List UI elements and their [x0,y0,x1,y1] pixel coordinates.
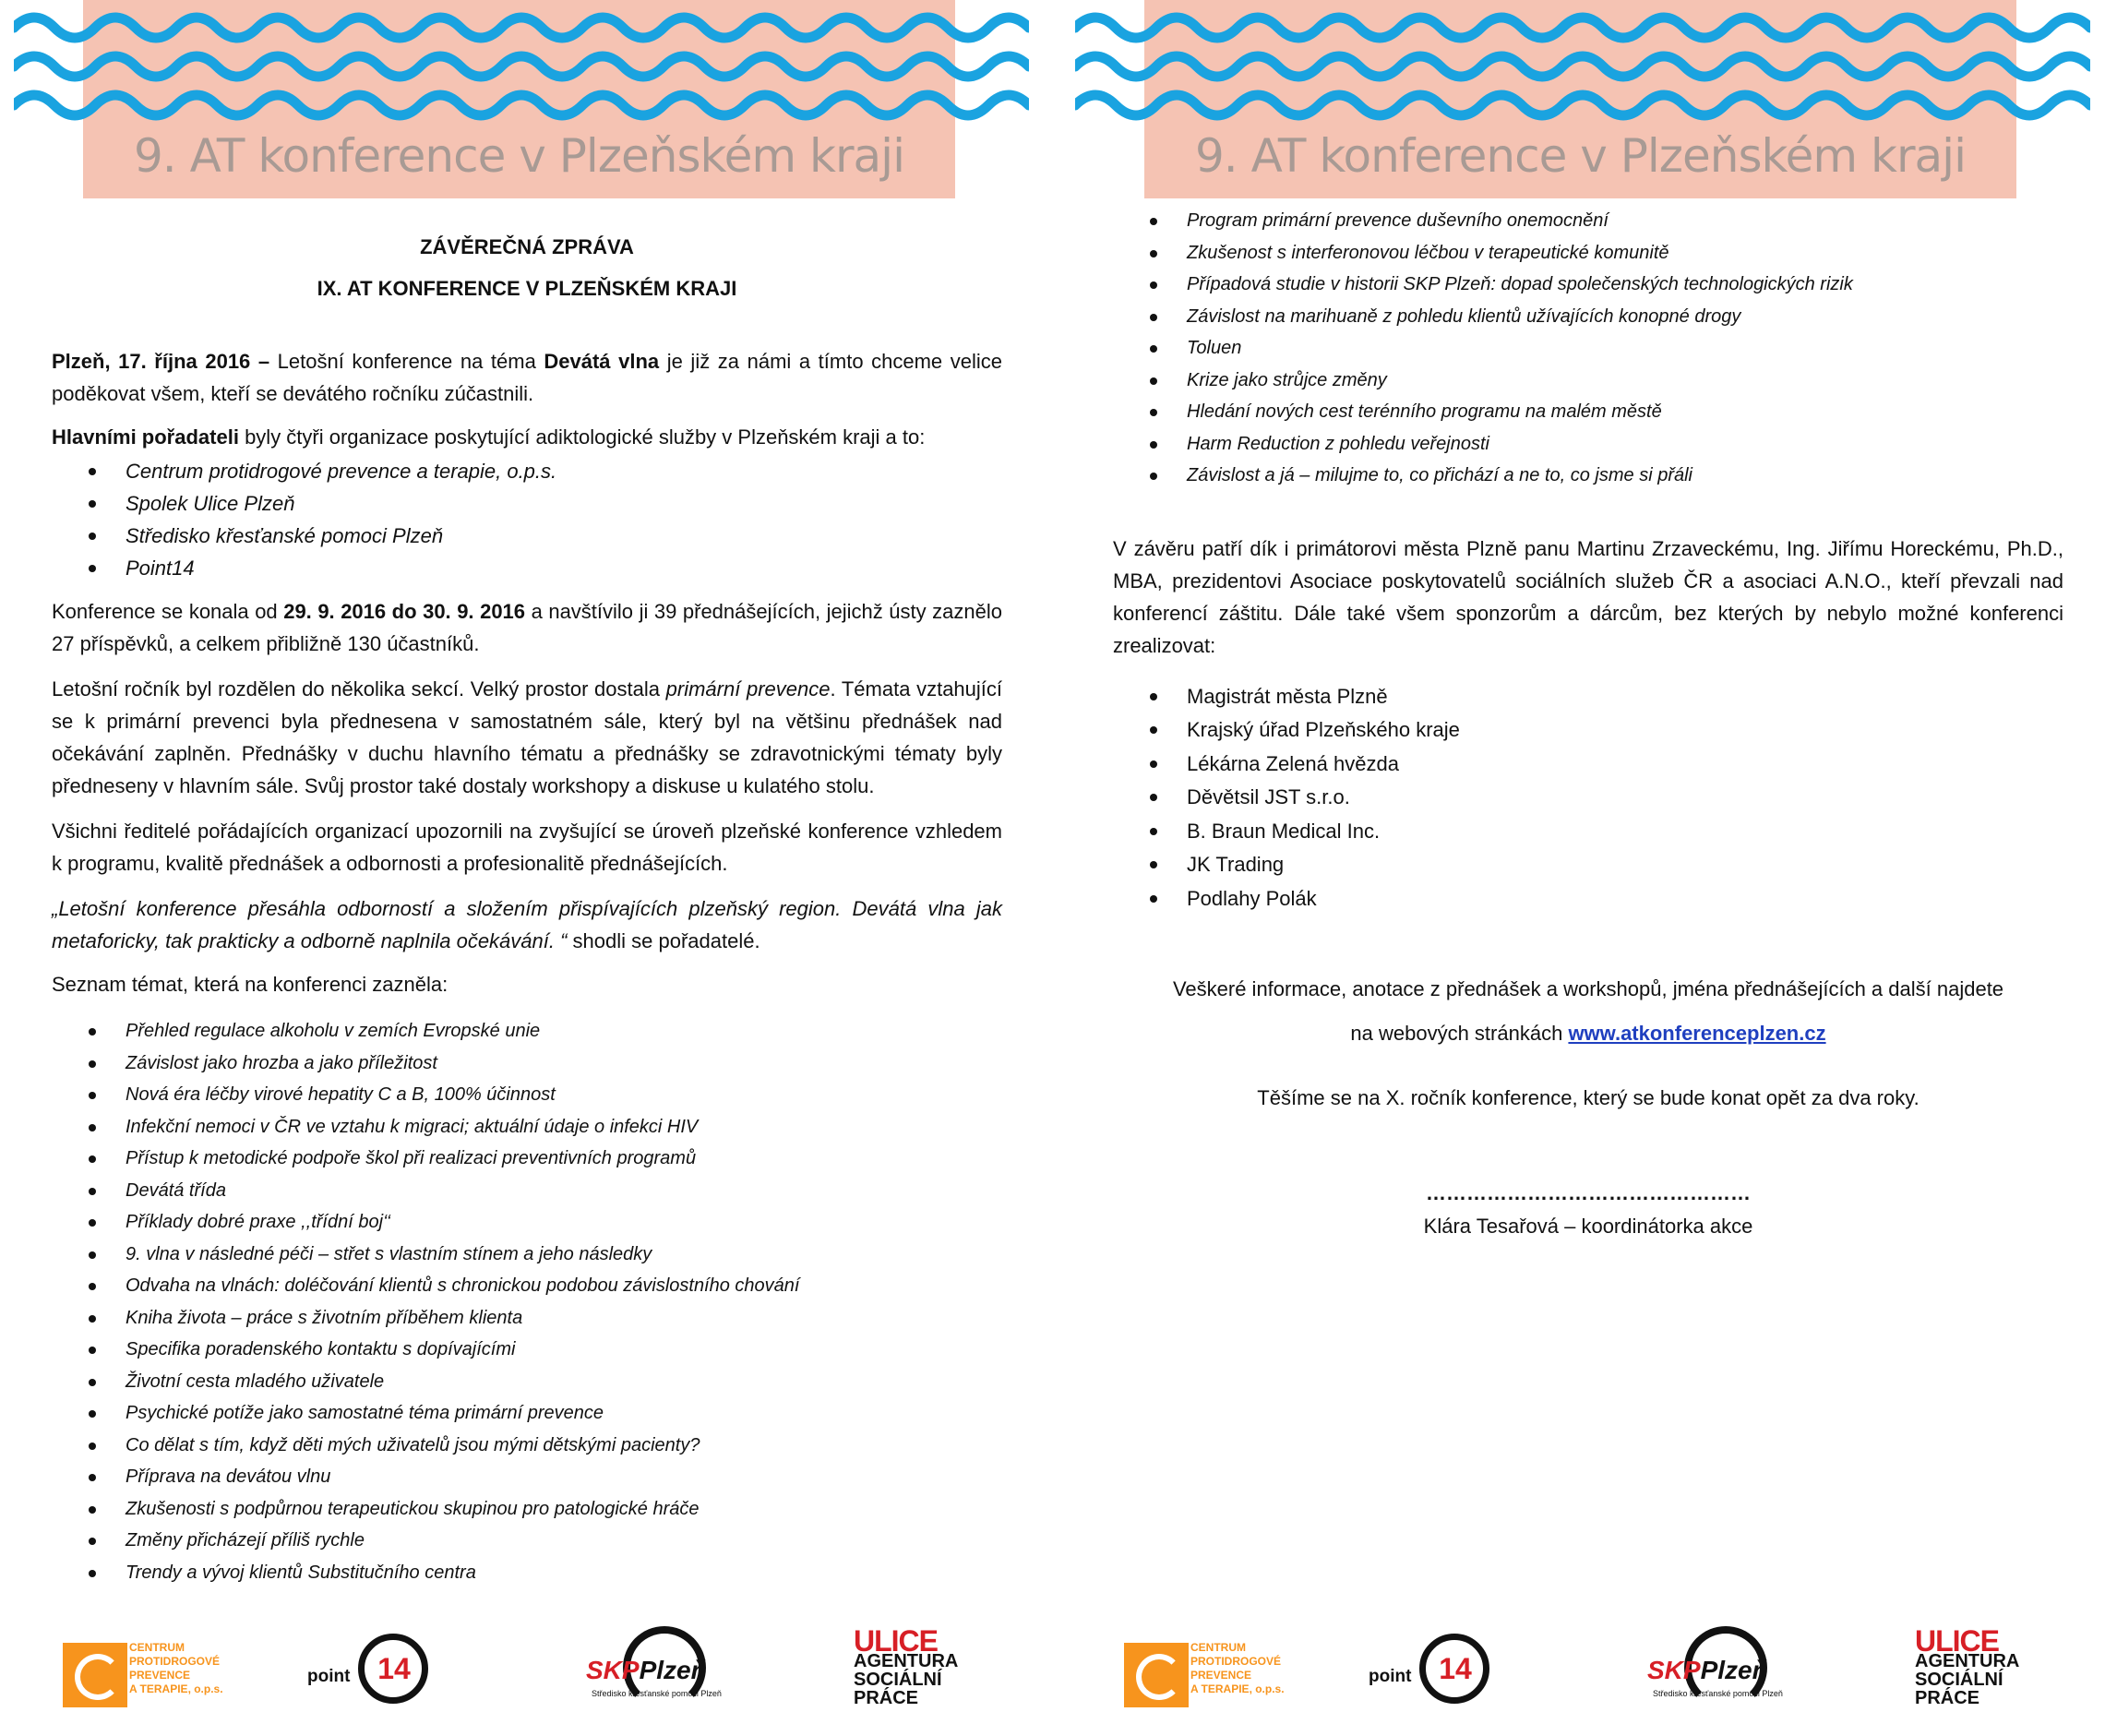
list-item: Infekční nemoci v ČR ve vztahu k migraci; aktuální údaje o infekci HIV [52,1111,1002,1143]
header-title: 9. AT konference v Plzeňském kraji [1195,129,1966,183]
quote-attribution: shodli se pořadatelé. [567,929,760,952]
list-item: Program primární prevence duševního onemocnění [1113,205,2063,237]
sponsors-list [1113,680,2063,916]
list-item: Děvětsil JST s.r.o. [1113,781,2063,815]
list-item: Změny přicházejí příliš rychle [52,1525,1002,1557]
ulice-word: ULICE [854,1624,938,1658]
list-item: Příklady dobré praxe ,,třídní boj‘‘ [52,1206,1002,1239]
quote-text: „Letošní konference přesáhla odborností a složením přispívajících plzeňský region. Devátá vlna jak metaforicky, tak prakticky a odborně naplnila očekávání. “ [52,897,1002,952]
skp-logo [1647,1624,1795,1726]
list-item: Lékárna Zelená hvězda [1113,748,2063,782]
waves-decoration [1075,0,2090,129]
intro-paragraph [52,345,1002,410]
ulice-subtitle: AGENTURA SOCIÁLNÍ PRÁCE [1915,1651,2020,1708]
sections-ital: primární prevence [665,677,831,700]
list-item: Spolek Ulice Plzeň [52,487,1002,520]
waves-decoration [14,0,1029,129]
report-subtitle: IX. AT KONFERENCE V PLZEŇSKÉM KRAJI [317,277,737,300]
info-line-2-text: na webových stránkách [1350,1022,1569,1045]
skp-word: SKPPlzeň [586,1656,707,1684]
report-body-continued [1113,205,2063,1242]
list-item: Trendy a vývoj klientů Substitučního centra [52,1557,1002,1589]
list-item: B. Braun Medical Inc. [1113,815,2063,849]
ulice-logo [1915,1624,2035,1726]
list-item: Kniha života – práce s životním příběhem klienta [52,1302,1002,1335]
held-dates: 29. 9. 2016 do 30. 9. 2016 [283,600,526,623]
intro-date: Plzeň, 17. října 2016 – [52,350,270,373]
point14-number: 14 [1439,1652,1472,1685]
point14-logo [1369,1624,1498,1726]
cppt-text: CENTRUM PROTIDROGOVÉ PREVENCE A TERAPIE, o.p.s. [129,1641,223,1695]
ulice-logo [854,1624,974,1726]
list-item: Krize jako strůjce změny [1113,365,2063,397]
list-item: Point14 [52,552,1002,584]
thanks-paragraph: V závěru patří dík i primátorovi města Plzně panu Martinu Zrzaveckému, Ing. Jiřímu Horeckému, Ph.D., MBA, prezidentovi Asociace poskytovatelů sociálních služeb ČR a asociaci A.N.O., kteří převzali nad konferencí záštitu. Dále také všem sponzorům a dárcům, bez kterých by nebylo možné konferenci zrealizovat: [1113,536,2063,657]
topics-heading: Seznam témat, která na konferenci zazněla: [52,973,449,996]
organizers-list [52,455,1002,584]
list-item: Nová éra léčby virové hepatity C a B, 100% účinnost [52,1079,1002,1111]
info-line-1: Veškeré informace, anotace z přednášek a workshopů, jména přednášejících a další najdete [1172,977,2004,1000]
list-item: Středisko křesťanské pomoci Plzeň [52,520,1002,552]
list-item: Podlahy Polák [1113,882,2063,916]
list-item: Krajský úřad Plzeňského kraje [1113,713,2063,748]
list-item: Závislost na marihuaně z pohledu klientů užívajících konopné drogy [1113,301,2063,333]
skp-logo [586,1624,734,1726]
organizers-bold: Hlavními pořadateli [52,425,239,449]
point14-word: point [307,1667,351,1686]
held-text-2: a navštívilo ji 39 přednášejících, jejichž ústy zaznělo 27 příspěvků, a celkem přibližně 130 účastníků. [52,600,1002,655]
quote-paragraph [52,892,1002,957]
ulice-word: ULICE [1915,1624,1999,1658]
list-item: Životní cesta mladého uživatele [52,1366,1002,1398]
next-year-note: Těšíme se na X. ročník konference, který se bude konat opět za dva roky. [1257,1086,1920,1109]
intro-text-1: Letošní konference na téma [269,350,544,373]
point14-number: 14 [377,1652,411,1685]
partner-logos [0,1624,1034,1735]
cppt-mark [63,1643,127,1707]
signature-dots: ………………………………………… [1426,1181,1751,1204]
point14-logo [307,1624,437,1726]
report-body [52,231,1002,1588]
cppt-logo [1124,1624,1299,1726]
sections-text-1: Letošní ročník byl rozdělen do několika sekcí. Velký prostor dostala [52,677,666,700]
list-item: JK Trading [1113,848,2063,882]
list-item: Zkušenosti s podpůrnou terapeutickou skupinou pro patologické hráče [52,1493,1002,1526]
organizers-text: byly čtyři organizace poskytující adiktologické služby v Plzeňském kraji a to: [238,425,926,449]
list-item: Příprava na devátou vlnu [52,1461,1002,1493]
point14-word: point [1369,1667,1412,1686]
cppt-logo [63,1624,238,1726]
list-item: Závislost jako hrozba a jako příležitost [52,1048,1002,1080]
info-line-2 [1113,1017,2063,1049]
list-item: Toluen [1113,332,2063,365]
held-paragraph [52,595,1002,660]
list-item: Co dělat s tím, když děti mých uživatelů jsou mými dětskými pacienty? [52,1430,1002,1462]
list-item: Přehled regulace alkoholu v zemích Evropské unie [52,1015,1002,1048]
list-item: Psychické potíže jako samostatné téma primární prevence [52,1397,1002,1430]
held-text-1: Konference se konala od [52,600,284,623]
list-item: Případová studie v historii SKP Plzeň: dopad společenských technologických rizik [1113,269,2063,301]
list-item: Odvaha na vlnách: doléčování klientů s chronickou podobou závislostního chování [52,1270,1002,1302]
list-item: Harm Reduction z pohledu veřejnosti [1113,428,2063,461]
topics-list-continued [1113,205,2063,492]
partner-logos [1061,1624,2095,1735]
website-link[interactable]: www.atkonferenceplzen.cz [1568,1022,1826,1045]
sections-paragraph [52,673,1002,802]
intro-theme: Devátá vlna [544,350,660,373]
skp-subtitle: Středisko křesťanské pomoci Plzeň [592,1689,722,1698]
header-title: 9. AT konference v Plzeňském kraji [134,129,904,183]
directors-paragraph: Všichni ředitelé pořádajících organizací upozornili na zvyšující se úroveň plzeňské konference vzhledem k programu, kvalitě přednášek a odbornosti a profesionalitě přednášejících. [52,820,1002,875]
skp-subtitle: Středisko křesťanské pomoci Plzeň [1653,1689,1783,1698]
list-item: Magistrát města Plzně [1113,680,2063,714]
skp-word: SKPPlzeň [1647,1656,1768,1684]
list-item: 9. vlna v následné péči – střet s vlastním stínem a jeho následky [52,1239,1002,1271]
ulice-subtitle: AGENTURA SOCIÁLNÍ PRÁCE [854,1651,959,1708]
list-item: Specifika poradenského kontaktu s dopívajícími [52,1334,1002,1366]
cppt-mark [1124,1643,1189,1707]
report-title: ZÁVĚREČNÁ ZPRÁVA [420,235,634,258]
list-item: Zkušenost s interferonovou léčbou v terapeutické komunitě [1113,237,2063,269]
left-page [0,0,1034,1736]
organizers-paragraph [52,421,1002,453]
cppt-text: CENTRUM PROTIDROGOVÉ PREVENCE A TERAPIE, o.p.s. [1190,1641,1285,1695]
list-item: Centrum protidrogové prevence a terapie, o.p.s. [52,455,1002,487]
list-item: Závislost a já – milujme to, co přichází a ne to, co jsme si přáli [1113,460,2063,492]
intro-text-2: je již za námi a tímto chceme velice poděkovat všem, kteří se devátého ročníku zúčastnili. [52,350,1002,405]
list-item: Hledání nových cest terénního programu na malém městě [1113,396,2063,428]
list-item: Přístup k metodické podpoře škol při realizaci preventivních programů [52,1143,1002,1175]
list-item: Devátá třída [52,1175,1002,1207]
topics-list [52,1015,1002,1588]
right-page [1061,0,2095,1736]
sections-text-2: . Témata vztahující se k primární prevenci byla přednesena v samostatném sále, který byl na většinu přednášek nad očekávání zaplněn. Přednášky v duchu hlavního tématu a přednášky se zdravotnickými tématy byly předneseny v hlavním sále. Svůj prostor také dostaly workshopy a diskuse u kulatého stolu. [52,677,1003,797]
signature-name: Klára Tesařová – koordinátorka akce [1423,1215,1753,1238]
